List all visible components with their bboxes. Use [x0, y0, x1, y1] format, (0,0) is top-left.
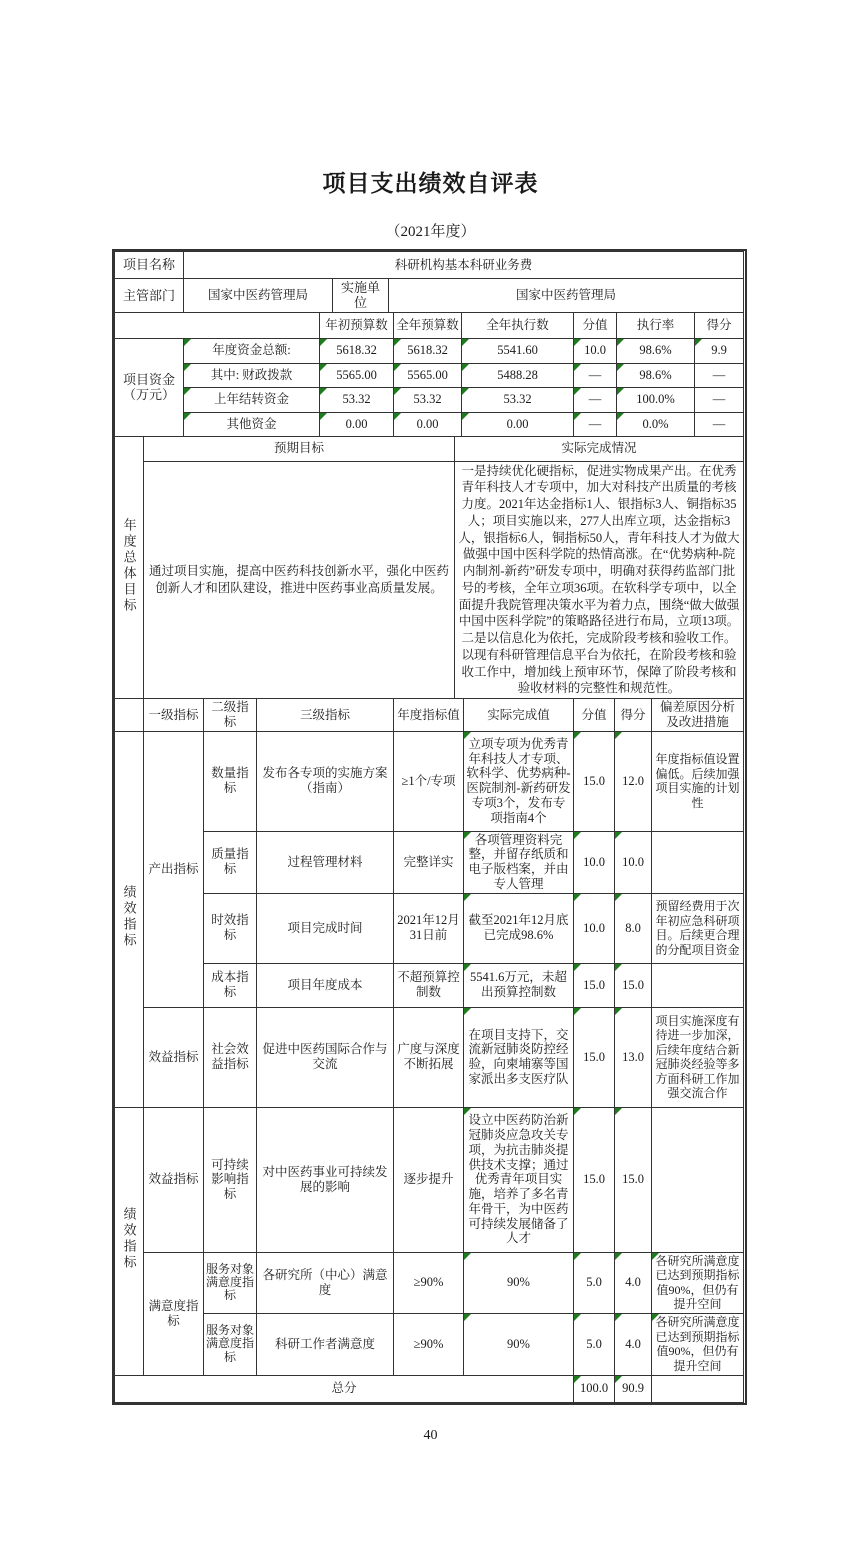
level3-cell: 促进中医药国际合作与交流 [257, 1007, 394, 1107]
expected-goal-header: 预期目标 [144, 436, 455, 461]
header-actual: 实际完成值 [464, 699, 574, 732]
score-value-cell: 15.0 [574, 963, 615, 1007]
funding-annual: 0.00 [394, 412, 462, 436]
page-subtitle: （2021年度） [385, 224, 476, 240]
header-level2: 二级指标 [204, 699, 257, 732]
total-score-value: 100.0 [574, 1375, 615, 1402]
level1-output: 产出指标 [144, 731, 204, 1007]
funding-header-annual: 全年预算数 [394, 312, 462, 338]
score-value-cell: 15.0 [574, 731, 615, 831]
level3-cell: 项目完成时间 [257, 893, 394, 963]
score-value-cell: 15.0 [574, 1007, 615, 1107]
actual-cell: 立项专项为优秀青年科技人才专项、软科学、优势病种-医院制剂-新药研发专项3个，发布专项指南4个 [464, 731, 574, 831]
total-score: 90.9 [615, 1375, 652, 1402]
dept-value: 国家中医药管理局 [184, 279, 333, 313]
deviation-cell: 项目实施深度有待进一步加深，后续年度结合新冠肺炎经验等多方面科研工作加强交流合作 [652, 1007, 744, 1107]
header-score-value: 分值 [574, 699, 615, 732]
funding-section-label: 项目资金（万元） [115, 338, 184, 436]
indicator-blank-header [115, 699, 144, 732]
score-value-cell: 5.0 [574, 1313, 615, 1375]
header-level1: 一级指标 [144, 699, 204, 732]
target-cell: 广度与深度不断拓展 [394, 1007, 464, 1107]
actual-cell: 截至2021年12月底已完成98.6% [464, 893, 574, 963]
funding-score: — [695, 363, 744, 387]
actual-cell: 90% [464, 1313, 574, 1375]
performance-section-label [115, 1107, 144, 1375]
funding-score: 9.9 [695, 338, 744, 363]
score-value-cell: 10.0 [574, 893, 615, 963]
actual-completion-header: 实际完成情况 [455, 436, 744, 461]
actual-cell: 设立中医药防治新冠肺炎应急攻关专项，为抗击肺炎提供技术支撑；通过优秀青年项目实施，培养了多名青年骨干，为中医药可持续发展储备了人才 [464, 1107, 574, 1252]
indicator-table [114, 698, 744, 1403]
funding-score: — [695, 412, 744, 436]
score-cell: 8.0 [615, 893, 652, 963]
funding-score-value: — [574, 387, 617, 412]
project-name-label: 项目名称 [115, 252, 184, 279]
project-name-table [114, 251, 744, 279]
score-value-cell: 10.0 [574, 831, 615, 893]
actual-cell: 在项目支持下，交流新冠肺炎防控经验，向柬埔寨等国家派出多支医疗队 [464, 1007, 574, 1107]
funding-initial: 53.32 [320, 387, 394, 412]
annual-goal-table [114, 436, 744, 700]
funding-header-initial: 年初预算数 [320, 312, 394, 338]
level2-cell: 社会效益指标 [204, 1007, 257, 1107]
target-cell: 不超预算控制数 [394, 963, 464, 1007]
level3-cell: 对中医药事业可持续发展的影响 [257, 1107, 394, 1252]
deviation-cell [652, 1107, 744, 1252]
level3-cell: 发布各专项的实施方案（指南） [257, 731, 394, 831]
deviation-cell: 各研究所满意度已达到预期指标值90%，但仍有提升空间 [652, 1313, 744, 1375]
level2-cell: 数量指标 [204, 731, 257, 831]
funding-initial: 0.00 [320, 412, 394, 436]
funding-score-value: 10.0 [574, 338, 617, 363]
funding-executed: 5488.28 [462, 363, 574, 387]
funding-initial: 5565.00 [320, 363, 394, 387]
level2-cell: 服务对象满意度指标 [204, 1313, 257, 1375]
total-label: 总分 [115, 1375, 574, 1402]
actual-cell: 各项管理资料完整，并留存纸质和电子版档案，并由专人管理 [464, 831, 574, 893]
level2-cell: 时效指标 [204, 893, 257, 963]
project-name-value: 科研机构基本科研业务费 [184, 252, 744, 279]
funding-score-value: — [574, 412, 617, 436]
score-cell: 15.0 [615, 963, 652, 1007]
level3-cell: 科研工作者满意度 [257, 1313, 394, 1375]
actual-cell: 5541.6万元，未超出预算控制数 [464, 963, 574, 1007]
header-target: 年度指标值 [394, 699, 464, 732]
level1-benefit: 效益指标 [144, 1107, 204, 1252]
funding-annual: 5565.00 [394, 363, 462, 387]
deviation-cell: 各研究所满意度已达到预期指标值90%，但仍有提升空间 [652, 1252, 744, 1313]
performance-vertical-text: 绩效指标 [121, 1207, 137, 1272]
actual-completion-text: 一是持续优化硬指标，促进实物成果产出。在优秀青年科技人才专项中，加大对科技产出质量的考核力度。2021年达金指标1人、银指标3人、铜指标35人；项目实施以来，277人出库立项，达金指标3人，银指标6人，铜指标50人，青年科技人才为做大做强中国中医科学院的热情高涨。在“优势病种-院内制剂-新药”研发专项中，明确对获得药监部门批号的考核，全年立项36项。在软科学专项中，以全面提升我院管理决策水平为着力点，围绕“做大做强中国中医科学院”的策略路径进行布局，立项13项。二是以信息化为依托，完成阶段考核和验收工作。以现有科研管理信息平台为依托，在阶段考核和验收工作中，增加线上预审环节，保障了阶段考核和验收材料的完整性和规范性。 [455, 461, 744, 699]
target-cell: ≥1个/专项 [394, 731, 464, 831]
score-value-cell: 15.0 [574, 1107, 615, 1252]
score-cell: 12.0 [615, 731, 652, 831]
target-cell: 2021年12月31日前 [394, 893, 464, 963]
deviation-cell: 年度指标值设置偏低。后续加强项目实施的计划性 [652, 731, 744, 831]
level3-cell: 各研究所（中心）满意度 [257, 1252, 394, 1313]
self-evaluation-table [112, 249, 747, 1405]
funding-score: — [695, 387, 744, 412]
level2-cell: 服务对象满意度指标 [204, 1252, 257, 1313]
score-cell: 10.0 [615, 831, 652, 893]
funding-header-score: 得分 [695, 312, 744, 338]
score-cell: 13.0 [615, 1007, 652, 1107]
level2-cell: 可持续影响指标 [204, 1107, 257, 1252]
target-cell: 逐步提升 [394, 1107, 464, 1252]
total-blank [652, 1375, 744, 1402]
page-title: 项目支出绩效自评表 [322, 171, 539, 196]
header-score: 得分 [615, 699, 652, 732]
level1-benefit: 效益指标 [144, 1007, 204, 1107]
score-cell: 15.0 [615, 1107, 652, 1252]
annual-goal-vertical-text: 年度总体目标 [121, 517, 137, 614]
header-deviation: 偏差原因分析及改进措施 [652, 699, 744, 732]
annual-goal-section-label [115, 436, 144, 699]
actual-cell: 90% [464, 1252, 574, 1313]
funding-rate: 98.6% [617, 363, 695, 387]
dept-label: 主管部门 [115, 279, 184, 313]
funding-executed: 0.00 [462, 412, 574, 436]
level2-cell: 质量指标 [204, 831, 257, 893]
deviation-cell: 预留经费用于次年初应急科研项目。后续更合理的分配项目资金 [652, 893, 744, 963]
funding-executed: 53.32 [462, 387, 574, 412]
funding-blank-header [115, 312, 320, 338]
score-value-cell: 5.0 [574, 1252, 615, 1313]
department-table [114, 278, 744, 313]
unit-value: 国家中医药管理局 [389, 279, 744, 313]
funding-table [114, 312, 744, 437]
funding-rate: 100.0% [617, 387, 695, 412]
funding-annual: 53.32 [394, 387, 462, 412]
funding-initial: 5618.32 [320, 338, 394, 363]
level3-cell: 项目年度成本 [257, 963, 394, 1007]
funding-row-label: 上年结转资金 [184, 387, 320, 412]
unit-label: 实施单位 [333, 279, 389, 313]
score-cell: 4.0 [615, 1313, 652, 1375]
funding-score-value: — [574, 363, 617, 387]
performance-vertical-text: 绩效指标 [121, 885, 137, 950]
level1-satisfaction: 满意度指标 [144, 1252, 204, 1375]
funding-rate: 0.0% [617, 412, 695, 436]
funding-header-executed: 全年执行数 [462, 312, 574, 338]
target-cell: ≥90% [394, 1252, 464, 1313]
target-cell: 完整详实 [394, 831, 464, 893]
funding-annual: 5618.32 [394, 338, 462, 363]
funding-rate: 98.6% [617, 338, 695, 363]
funding-header-score-value: 分值 [574, 312, 617, 338]
level2-cell: 成本指标 [204, 963, 257, 1007]
expected-goal-text: 通过项目实施，提高中医药科技创新水平，强化中医药创新人才和团队建设，推进中医药事业高质量发展。 [144, 461, 455, 699]
header-level3: 三级指标 [257, 699, 394, 732]
funding-row-label: 其他资金 [184, 412, 320, 436]
target-cell: ≥90% [394, 1313, 464, 1375]
performance-section-label [115, 731, 144, 1107]
level3-cell: 过程管理材料 [257, 831, 394, 893]
funding-header-rate: 执行率 [617, 312, 695, 338]
funding-executed: 5541.60 [462, 338, 574, 363]
page-number: 40 [423, 1428, 438, 1443]
deviation-cell [652, 963, 744, 1007]
score-cell: 4.0 [615, 1252, 652, 1313]
funding-row-label: 其中: 财政拨款 [184, 363, 320, 387]
funding-row-label: 年度资金总额: [184, 338, 320, 363]
deviation-cell [652, 831, 744, 893]
